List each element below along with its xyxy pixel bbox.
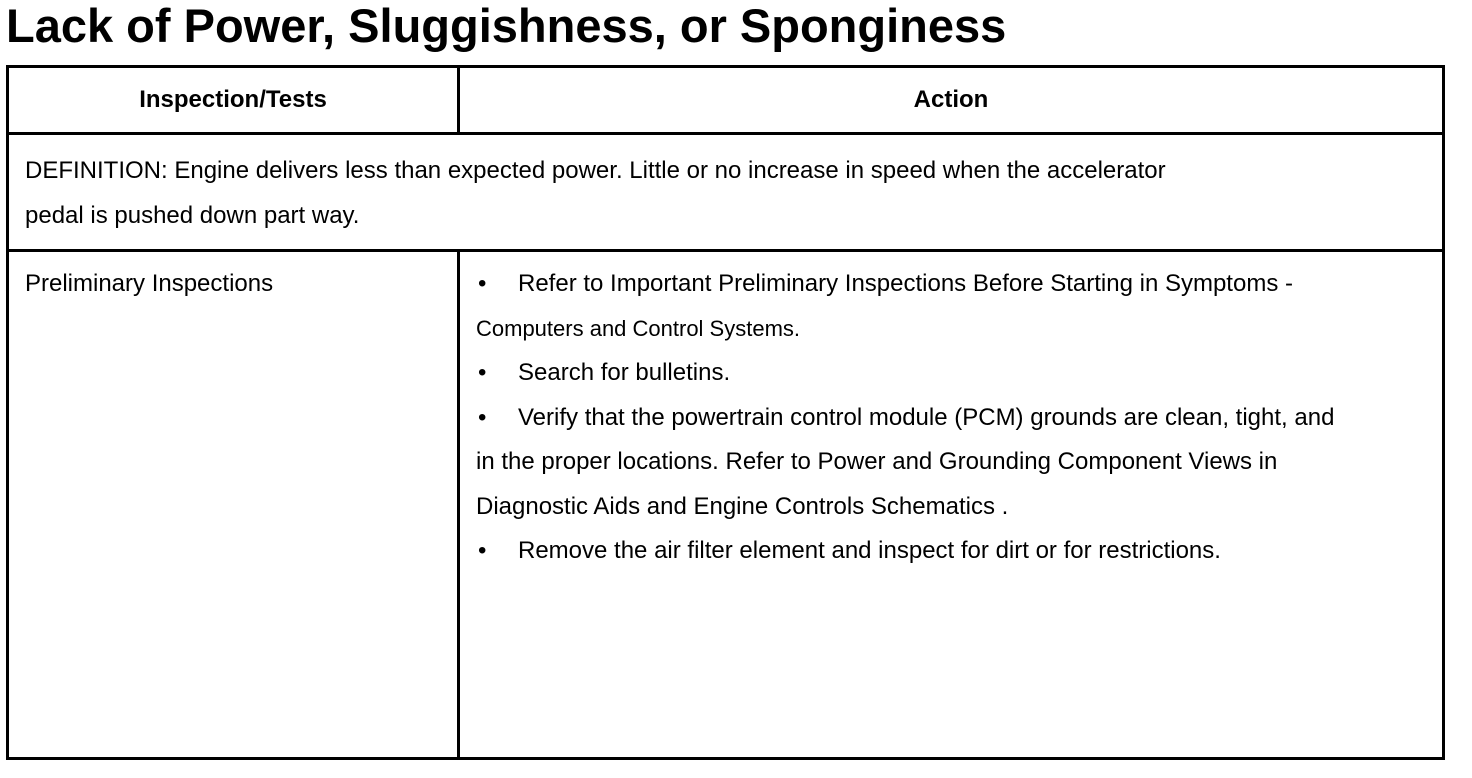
list-item [476,396,1356,530]
page-title: Lack of Power, Sluggishness, or Sponginess [6,0,1007,52]
definition-cell [8,134,1444,251]
table-row [8,251,1444,759]
action-link-text: Computers and Control Systems. [476,315,801,341]
list-item [476,351,1356,396]
action-text: Refer to Important Preliminary Inspections Before Starting in Symptoms - [518,270,1293,297]
definition-text: DEFINITION: Engine delivers less than expected power. Little or no increase in speed when the accelerator pedal is pushed down part way. [25,157,1166,229]
bullet-icon: • [478,270,487,297]
action-text: Verify that the powertrain control module (PCM) grounds are clean, tight, and in the proper locations. Refer to Power and Grounding Component Views in Diagnostic Aids and Engine Controls Schematics . [476,403,1335,520]
header-inspection-tests: Inspection/Tests [8,67,459,134]
action-text: Remove the air filter element and inspect for dirt or for restrictions. [518,537,1221,564]
table-header-row [8,67,1444,134]
inspection-label: Preliminary Inspections [25,270,274,297]
action-cell [459,251,1444,759]
action-list [460,252,1356,574]
inspection-cell [8,251,459,759]
bullet-icon: • [478,537,487,564]
header-action: Action [459,67,1444,134]
diagnostic-table [6,65,1445,760]
bullet-icon: • [478,359,487,386]
action-text: Search for bulletins. [518,359,731,386]
bullet-icon: • [478,403,487,431]
definition-row [8,134,1444,251]
list-item [476,529,1356,574]
list-item [476,262,1356,351]
